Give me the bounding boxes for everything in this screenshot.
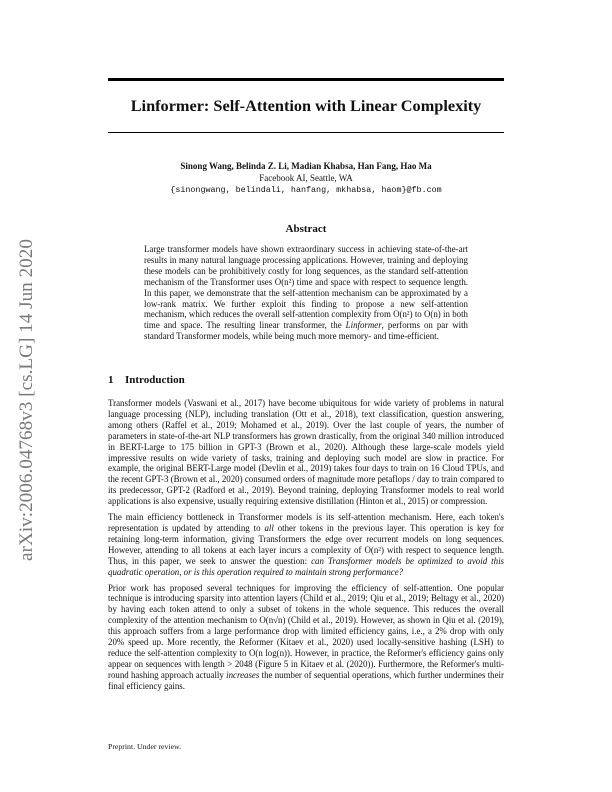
abstract-emphasis: Linformer [345, 320, 382, 331]
section-body [108, 398, 504, 697]
paragraph-2-emphasis-2: can Transformer models be optimized to avoid this quadratic operation, or is this operation required to maintain strong performance? [108, 555, 504, 577]
paragraph-3-text-a: Prior work has proposed several techniques for improving the efficiency of self-attention. One popular technique is introducing sparsity into attention layers (Child et al., 2019; Qiu et al., 2019; Beltagy et al., 2020) by having each token attend to only a subset of tokens in the whole sequence. This reduces the overall complexity of the attention mechanism to O(n√n) (Child et al., 2019). However, as shown in Qiu et al. (2019), this approach suffers from a large performance drop with limited efficiency gains, i.e., a 2% drop with only 20% speed up. More recently, the Reformer (Kitaev et al., 2020) used locally-sensitive hashing (LSH) to reduce the self-attention complexity to O(n log(n)). However, in practice, the Reformer's efficiency gains only appear on sequences with length > 2048 (Figure 5 in Kitaev et al. (2020)). Furthermore, the Reformer's multi-round hashing approach actually [108, 582, 504, 680]
abstract-heading: Abstract [285, 223, 327, 235]
abstract-text-1: Large transformer models have shown extraordinary success in achieving state-of-the-art results in many natural language processing applications. However, training and deploying these models can be prohibitively costly for long sequences, as the standard self-attention mechanism of the Transformer uses O(n²) time and space with respect to sequence length. In this paper, we demonstrate that the self-attention mechanism can be approximated by a low-rank matrix. We further exploit this finding to propose a new self-attention mechanism, which reduces the overall self-attention complexity from O(n²) to O(n) in both time and space. The resulting linear transformer, the [144, 244, 468, 331]
paragraph-2-emphasis-1: all [264, 522, 274, 533]
paragraph-3-text-b: the number of sequential operations, which further undermines their final efficiency gains. [108, 669, 504, 691]
author-block [108, 160, 504, 196]
paper-title: Linformer: Self-Attention with Linear Complexity [130, 96, 482, 115]
paragraph-3-emphasis: increases [226, 669, 260, 680]
arxiv-stamp [15, 208, 39, 592]
footer-note: Preprint. Under review. [108, 742, 182, 751]
section-title: Introduction [125, 374, 185, 386]
paragraph-1: Transformer models (Vaswani et al., 2017) have become ubiquitous for wide variety of problems in natural language processing (NLP), including translation (Ott et al., 2018), text classification, question answering, among others (Raffel et al., 2019; Mohamed et al., 2019). Over the last couple of years, the number of parameters in state-of-the-art NLP transformers has grown drastically, from the original 340 million introduced in BERT-Large to 175 billion in GPT-3 (Brown et al., 2020). Although these large-scale models yield impressive results on wide variety of tasks, training and deploying such model are slow in practice. For example, the original BERT-Large model (Devlin et al., 2019) takes four days to train on 16 Cloud TPUs, and the recent GPT-3 (Brown et al., 2020) consumed orders of magnitude more petaflops / day to train compared to its predecessor, GPT-2 (Radford et al., 2019). Beyond training, deploying Transformer models to real world applications is also expensive, usually requiring extensive distillation (Hinton et al., 2015) or compression. [108, 398, 504, 507]
title-top-rule [108, 78, 504, 81]
paragraph-2 [108, 512, 504, 577]
section-heading [108, 374, 185, 386]
paragraph-2-text-a: The main efficiency bottleneck in Transformer models is its self-attention mechanism. Here, each token's representation is updated by attending to [108, 512, 504, 533]
section-number: 1 [108, 374, 114, 386]
author-names: Sinong Wang, Belinda Z. Li, Madian Khabsa, Han Fang, Hao Ma [180, 161, 432, 171]
author-affiliation: Facebook AI, Seattle, WA [259, 173, 353, 183]
abstract-text-2: , performs on par with standard Transformer models, while being much more memory- and time-efficient. [144, 320, 468, 342]
title-bottom-rule [108, 132, 504, 133]
paragraph-2-text-b: other tokens in the previous layer. This operation is key for retaining long-term information, giving Transformers the edge over recurrent models on long sequences. However, attending to all tokens at each layer incurs a complexity of O(n²) with respect to sequence length. Thus, in this paper, we seek to answer the question: [108, 522, 504, 566]
arxiv-id: arXiv:2006.04768v3 [cs.LG] 14 Jun 2020 [16, 239, 37, 561]
paragraph-3 [108, 583, 504, 692]
author-emails: {sinongwang, belindali, hanfang, mkhabsa, haom}@fb.com [170, 185, 442, 195]
abstract-body [144, 244, 468, 342]
